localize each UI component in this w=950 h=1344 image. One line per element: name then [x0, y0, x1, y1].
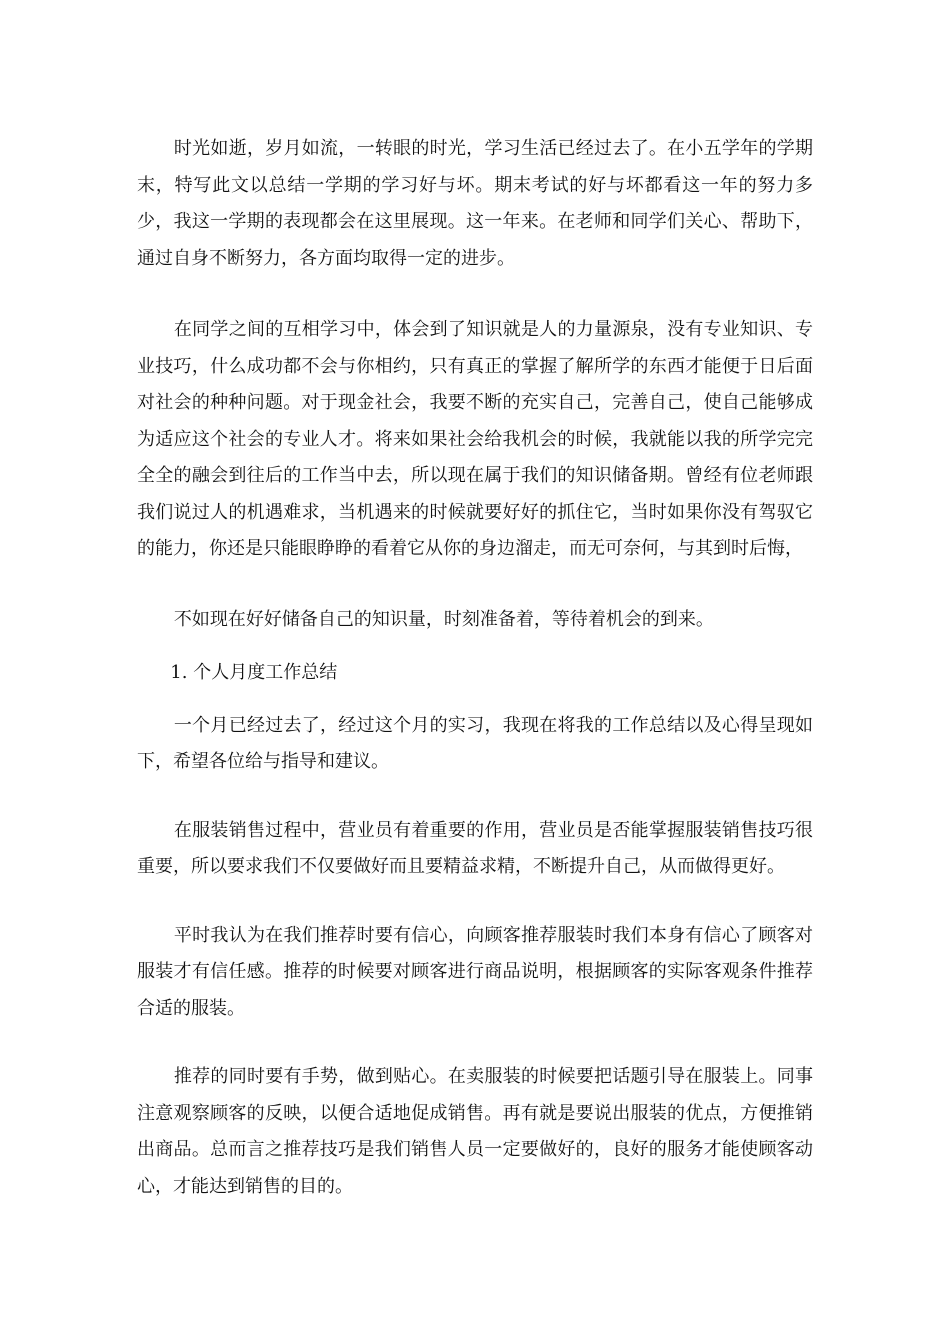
paragraph-reflection-intro: 时光如逝，岁月如流，一转眼的时光，学习生活已经过去了。在小五学年的学期末，特写此文以总结一学期的学习好与坏。期末考试的好与坏都看这一年的努力多少，我这一学期的表现都会在这里展现。这一年来。在老师和同学们关心、帮助下，通过自身不断努力，各方面均取得一定的进步。 — [137, 138, 813, 269]
paragraph-sales-role: 在服装销售过程中，营业员有着重要的作用，营业员是否能掌握服装销售技巧很重要，所以要求我们不仅要做好而且要精益求精，不断提升自己，从而做得更好。 — [137, 819, 813, 877]
paragraph-knowledge: 在同学之间的互相学习中，体会到了知识就是人的力量源泉，没有专业知识、专业技巧，什么成功都不会与你相约，只有真正的掌握了解所学的东西才能便于日后面对社会的种种问题。对于现金社会，我要不断的充实自己，完善自己，使自己能够成为适应这个社会的专业人才。将来如果社会给我机会的时候，我就能以我的所学完完全全的融会到往后的工作当中去，所以现在属于我们的知识储备期。曾经有位老师跟我们说过人的机遇难求，当机遇来的时候就要好好的抓住它，当时如果你没有驾驭它的能力，你还是只能眼睁睁的看着它从你的身边溜走，而无可奈何，与其到时后悔， — [137, 319, 813, 559]
paragraph-confidence: 平时我认为在我们推荐时要有信心，向顾客推荐服装时我们本身有信心了顾客对服装才有信任感。推荐的时候要对顾客进行商品说明，根据顾客的实际客观条件推荐合适的服装。 — [137, 924, 813, 1019]
paragraph-prepare: 不如现在好好储备自己的知识量，时刻准备着，等待着机会的到来。 — [173, 608, 714, 630]
paragraph-gestures: 推荐的同时要有手势，做到贴心。在卖服装的时候要把话题引导在服装上。同事注意观察顾客的反映，以便合适地促成销售。再有就是要说出服装的优点，方便推销出商品。总而言之推荐技巧是我们销售人员一定要做好的，良好的服务才能使顾客动心，才能达到销售的目的。 — [137, 1066, 813, 1197]
paragraph-monthly-intro: 一个月已经过去了，经过这个月的实习，我现在将我的工作总结以及心得呈现如下，希望各位给与指导和建议。 — [137, 714, 813, 772]
document-body — [137, 131, 813, 1239]
section-heading: 1. 个人月度工作总结 — [170, 662, 338, 683]
